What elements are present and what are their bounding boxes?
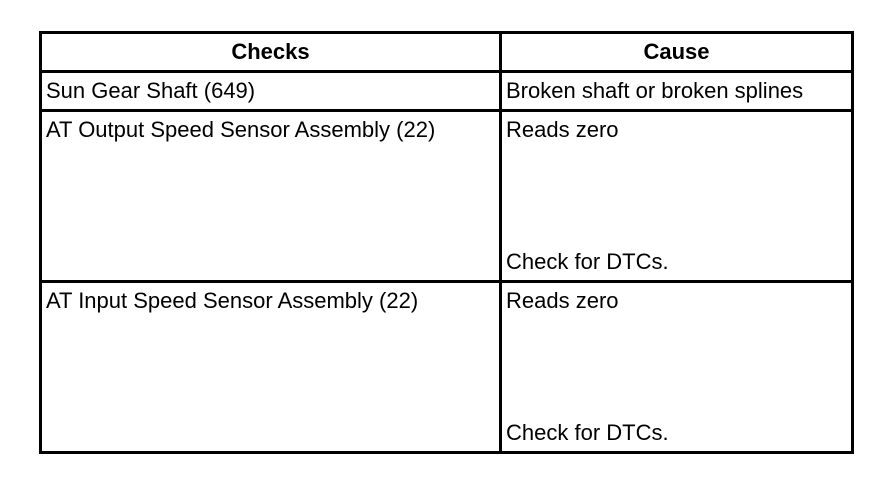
cause-cell xyxy=(501,282,853,453)
header-cause: Cause xyxy=(501,33,853,72)
check-text: AT Output Speed Sensor Assembly (22) xyxy=(46,117,436,142)
cause-cell xyxy=(501,111,853,282)
table-row xyxy=(41,72,853,111)
check-text: AT Input Speed Sensor Assembly (22) xyxy=(46,288,419,313)
diagnostic-table xyxy=(39,31,854,454)
check-cell xyxy=(41,282,501,453)
action-text: Check for DTCs. xyxy=(506,420,669,445)
check-cell xyxy=(41,111,501,282)
cause-text: Reads zero xyxy=(506,288,619,313)
action-text: Check for DTCs. xyxy=(506,249,669,274)
check-cell: Sun Gear Shaft (649) xyxy=(41,72,501,111)
table-row xyxy=(41,282,853,453)
cause-cell: Broken shaft or broken splines xyxy=(501,72,853,111)
header-row xyxy=(41,33,853,72)
table-row xyxy=(41,111,853,282)
cause-text: Reads zero xyxy=(506,117,619,142)
header-checks: Checks xyxy=(41,33,501,72)
